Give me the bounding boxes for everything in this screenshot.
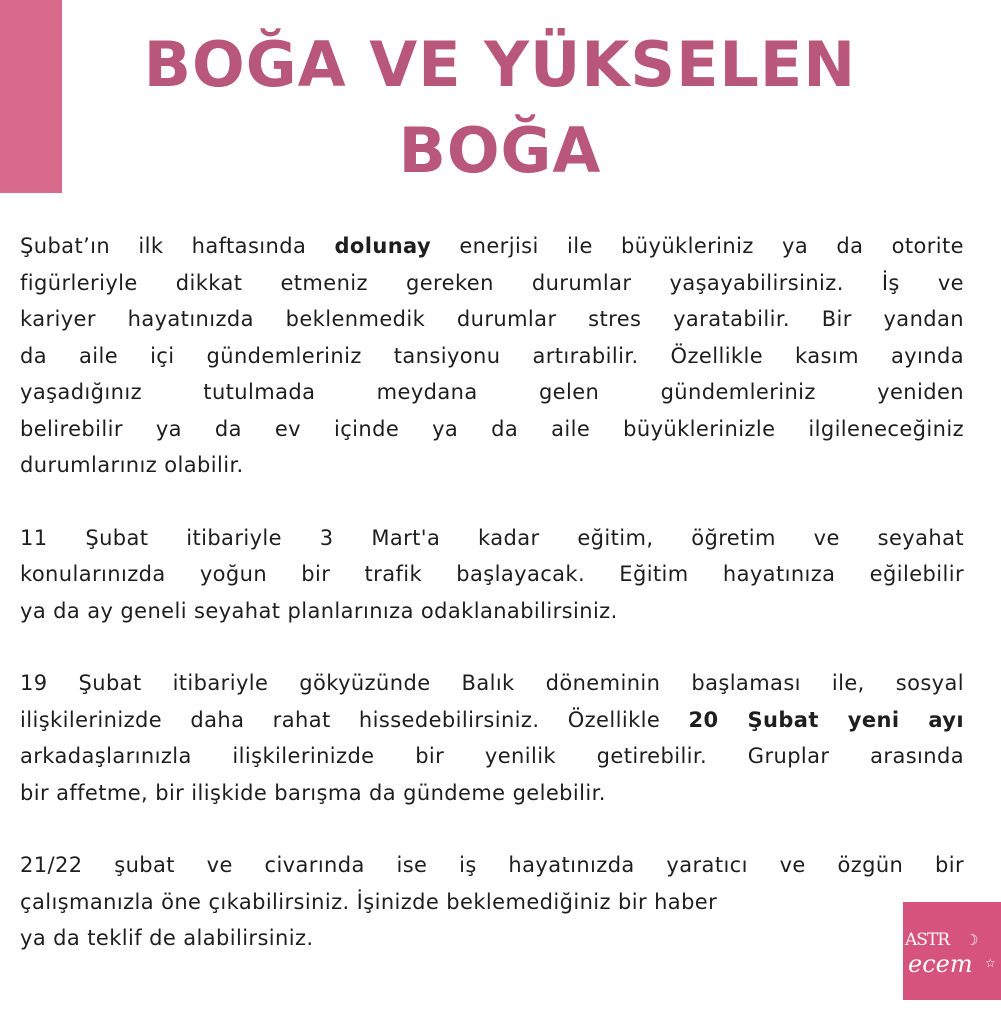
- text-segment: 21/22 şubat ve civarında ise iş hayatınızda yaratıcı ve özgün bir: [20, 853, 964, 877]
- text-line: [20, 775, 964, 812]
- text-line: [20, 665, 964, 702]
- highlighted-text: 20 Şubat yeni ayı: [688, 707, 964, 732]
- text-line: [20, 884, 964, 921]
- text-segment: Şubat’ın ilk haftasında: [20, 234, 335, 258]
- text-line: [20, 265, 964, 302]
- text-line: [20, 847, 964, 884]
- text-line: [20, 338, 964, 375]
- title-line-1: BOĞA VE YÜKSELEN: [143, 28, 857, 101]
- logo-text-ecem: ecem: [908, 950, 973, 978]
- text-segment: enerjisi ile büyükleriniz ya da otorite: [431, 234, 964, 258]
- moon-icon: ☽: [965, 931, 979, 949]
- text-segment: ilişkilerinizde daha rahat hissedebilirsiniz. Özellikle: [20, 707, 689, 732]
- title-line-2: BOĞA: [398, 114, 602, 187]
- text-line: [20, 301, 964, 338]
- text-segment: kariyer hayatınızda beklenmedik durumlar stres yaratabilir. Bir yandan: [20, 307, 964, 331]
- text-segment: arkadaşlarınızla ilişkilerinizde bir yenilik getirebilir. Gruplar arasında: [20, 744, 964, 768]
- text-segment: figürleriyle dikkat etmeniz gereken durumlar yaşayabilirsiniz. İş ve: [20, 270, 964, 295]
- text-segment: konularınızda yoğun bir trafik başlayacak. Eğitim hayatınıza eğilebilir: [20, 562, 964, 586]
- highlighted-text: dolunay: [334, 234, 432, 258]
- text-segment: ya da ay geneli seyahat planlarınıza odaklanabilirsiniz.: [20, 598, 618, 623]
- text-segment: bir affetme, bir ilişkide barışma da gündeme gelebilir.: [20, 780, 606, 805]
- text-segment: da aile içi gündemleriniz tansiyonu artırabilir. Özellikle kasım ayında: [20, 343, 964, 368]
- star-icon: ☆: [985, 956, 996, 970]
- text-segment: durumlarınız olabilir.: [20, 453, 244, 477]
- text-line: [20, 520, 964, 557]
- accent-bar: [0, 0, 62, 193]
- text-line: [20, 374, 964, 411]
- text-line: [20, 411, 964, 448]
- text-line: [20, 593, 964, 630]
- paragraph-4: [20, 847, 964, 957]
- text-segment: yaşadığınız tutulmada meydana gelen gündemleriniz yeniden: [20, 380, 964, 404]
- page-title: [62, 22, 938, 194]
- text-line: [20, 738, 964, 775]
- text-segment: ya da teklif de alabilirsiniz.: [20, 926, 314, 950]
- astroecem-logo: [903, 902, 1001, 1000]
- text-line: [20, 702, 964, 739]
- text-line: [20, 556, 964, 593]
- horoscope-body: [20, 228, 964, 957]
- paragraph-2: [20, 520, 964, 630]
- text-line: [20, 447, 964, 484]
- text-line: [20, 920, 964, 957]
- text-segment: belirebilir ya da ev içinde ya da aile büyüklerinizle ilgileneceğiniz: [20, 416, 964, 441]
- paragraph-3: [20, 665, 964, 811]
- text-line: [20, 228, 964, 265]
- paragraph-1: [20, 228, 964, 484]
- text-segment: 11 Şubat itibariyle 3 Mart'a kadar eğitim, öğretim ve seyahat: [20, 525, 964, 550]
- text-segment: 19 Şubat itibariyle gökyüzünde Balık döneminin başlaması ile, sosyal: [20, 671, 964, 695]
- logo-text-astr: ASTR: [905, 930, 950, 950]
- text-segment: çalışmanızla öne çıkabilirsiniz. İşinizde beklemediğiniz bir haber: [20, 889, 718, 914]
